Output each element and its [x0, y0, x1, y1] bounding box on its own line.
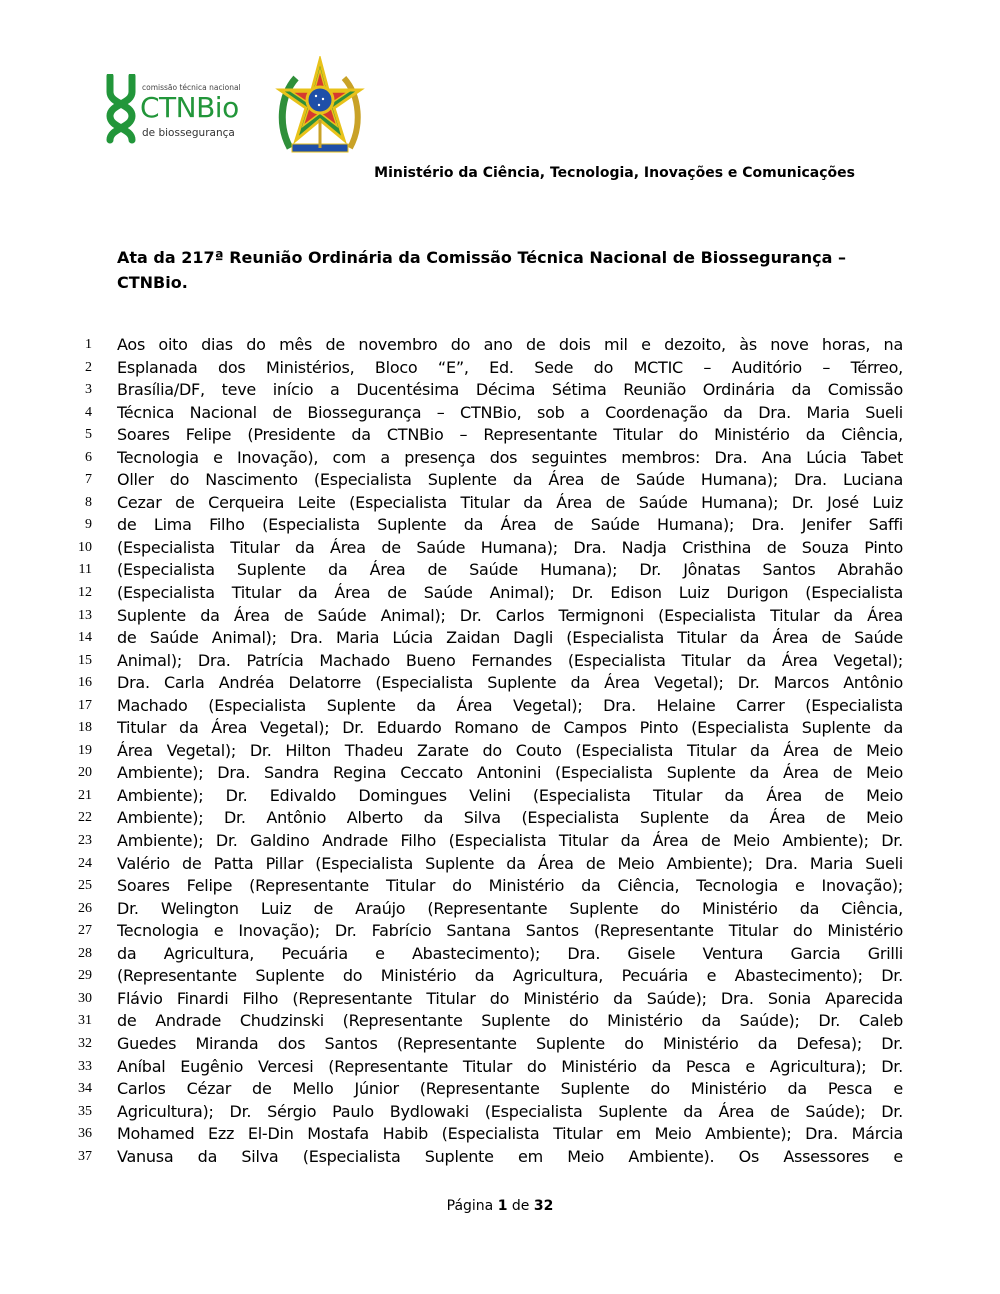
page-footer: [0, 1198, 1000, 1214]
line-text: Suplente da Área de Saúde Animal); Dr. Carlos Termignoni (Especialista Titular da Área: [117, 605, 903, 625]
line-text: da Agricultura, Pecuária e Abastecimento); Dra. Gisele Ventura Garcia Grilli: [117, 943, 903, 963]
line-text: Brasília/DF, teve início a Ducentésima Décima Sétima Reunião Ordinária da Comissão: [117, 380, 903, 400]
line-text: Flávio Finardi Filho (Representante Titular do Ministério da Saúde); Dra. Sonia Aparecida: [117, 988, 903, 1008]
text-line: [0, 672, 1000, 695]
page-current: 1: [497, 1198, 508, 1214]
text-line: [0, 943, 1000, 966]
line-number: 3: [85, 382, 92, 398]
line-text: Tecnologia e Inovação), com a presença dos seguintes membros: Dra. Ana Lúcia Tabet: [117, 447, 903, 467]
line-number: 30: [78, 990, 92, 1006]
text-line: [0, 853, 1000, 876]
text-line: [0, 1010, 1000, 1033]
line-number: 4: [85, 404, 92, 420]
line-number: 10: [78, 539, 92, 555]
line-text: Agricultura); Dr. Sérgio Paulo Bydlowaki (Especialista Suplente da Área de Saúde); Dr.: [117, 1101, 903, 1121]
line-text: Ambiente); Dra. Sandra Regina Ceccato Antonini (Especialista Suplente da Área de Meio: [117, 763, 903, 783]
ctnbio-logo: [104, 74, 264, 146]
text-line: [0, 1101, 1000, 1124]
line-text: (Especialista Titular da Área de Saúde Animal); Dr. Edison Luiz Durigon (Especialista: [117, 583, 903, 603]
text-line: [0, 357, 1000, 380]
text-line: [0, 514, 1000, 537]
logo-small-text: comissão técnica nacional: [142, 83, 241, 92]
line-text: Valério de Patta Pillar (Especialista Suplente da Área de Meio Ambiente); Dra. Maria Sueli: [117, 853, 903, 873]
brazil-coat-of-arms-icon: [270, 56, 370, 160]
line-text: Soares Felipe (Representante Titular do Ministério da Ciência, Tecnologia e Inovação);: [117, 876, 903, 896]
line-text: (Especialista Titular da Área de Saúde Humana); Dra. Nadja Cristhina de Souza Pinto: [117, 537, 903, 557]
line-number: 22: [78, 810, 92, 826]
line-text: Tecnologia e Inovação); Dr. Fabrício Santana Santos (Representante Titular do Ministério: [117, 921, 903, 941]
line-number: 14: [78, 630, 92, 646]
line-number: 8: [85, 494, 92, 510]
document-body: [0, 334, 1000, 1168]
document-title: Ata da 217ª Reunião Ordinária da Comissão Técnica Nacional de Biossegurança – CTNBio.: [117, 248, 846, 292]
line-text: de Saúde Animal); Dra. Maria Lúcia Zaidan Dagli (Especialista Titular da Área de Saúde: [117, 628, 903, 648]
line-number: 35: [78, 1103, 92, 1119]
text-line: [0, 830, 1000, 853]
text-line: [0, 920, 1000, 943]
line-text: Oller do Nascimento (Especialista Suplente da Área de Saúde Humana); Dra. Luciana: [117, 470, 903, 490]
text-line: [0, 559, 1000, 582]
line-number: 32: [78, 1035, 92, 1051]
dna-helix-icon: [104, 74, 138, 146]
text-line: [0, 379, 1000, 402]
line-number: 33: [78, 1058, 92, 1074]
line-number: 36: [78, 1126, 92, 1142]
text-line: [0, 469, 1000, 492]
line-number: 29: [78, 968, 92, 984]
text-line: [0, 424, 1000, 447]
logo-subtitle: de biossegurança: [142, 127, 235, 139]
page-of: de: [511, 1198, 530, 1214]
text-line: [0, 1033, 1000, 1056]
line-number: 34: [78, 1081, 92, 1097]
text-line: [0, 988, 1000, 1011]
text-line: [0, 447, 1000, 470]
line-number: 12: [78, 585, 92, 601]
line-number: 11: [78, 562, 92, 578]
line-text: (Especialista Suplente da Área de Saúde Humana); Dr. Jônatas Santos Abrahão: [117, 560, 903, 580]
line-number: 21: [78, 787, 92, 803]
line-text: Dr. Welington Luiz de Araújo (Representante Suplente do Ministério da Ciência,: [117, 898, 903, 918]
line-number: 16: [78, 675, 92, 691]
line-number: 7: [85, 472, 92, 488]
line-number: 6: [85, 449, 92, 465]
line-text: Carlos Cézar de Mello Júnior (Representante Suplente do Ministério da Pesca e: [117, 1079, 903, 1099]
text-line: [0, 1146, 1000, 1169]
line-text: Ambiente); Dr. Antônio Alberto da Silva (Especialista Suplente da Área de Meio: [117, 808, 903, 828]
line-number: 18: [78, 720, 92, 736]
line-number: 27: [78, 923, 92, 939]
line-text: Técnica Nacional de Biossegurança – CTNBio, sob a Coordenação da Dra. Maria Sueli: [117, 402, 903, 422]
line-text: Mohamed Ezz El-Din Mostafa Habib (Especialista Titular em Meio Ambiente); Dra. Márcia: [117, 1124, 903, 1144]
text-line: [0, 807, 1000, 830]
line-text: de Andrade Chudzinski (Representante Suplente do Ministério da Saúde); Dr. Caleb: [117, 1011, 903, 1031]
line-number: 31: [78, 1013, 92, 1029]
line-text: Dra. Carla Andréa Delatorre (Especialista Suplente da Área Vegetal); Dr. Marcos Antônio: [117, 673, 903, 693]
line-text: (Representante Suplente do Ministério da Agricultura, Pecuária e Abastecimento); Dr.: [117, 966, 903, 986]
text-line: [0, 402, 1000, 425]
text-line: [0, 740, 1000, 763]
text-line: [0, 492, 1000, 515]
text-line: [0, 582, 1000, 605]
text-line: [0, 762, 1000, 785]
line-text: Área Vegetal); Dr. Hilton Thadeu Zarate do Couto (Especialista Titular da Área de Meio: [117, 740, 903, 760]
text-line: [0, 695, 1000, 718]
text-line: [0, 717, 1000, 740]
text-line: [0, 1078, 1000, 1101]
text-line: [0, 898, 1000, 921]
line-text: Machado (Especialista Suplente da Área Vegetal); Dra. Helaine Carrer (Especialista: [117, 695, 903, 715]
text-line: [0, 605, 1000, 628]
line-number: 5: [85, 427, 92, 443]
line-text: Soares Felipe (Presidente da CTNBio – Representante Titular do Ministério da Ciência,: [117, 425, 903, 445]
line-text: Esplanada dos Ministérios, Bloco “E”, Ed. Sede do MCTIC – Auditório – Térreo,: [117, 357, 903, 377]
text-line: [0, 537, 1000, 560]
text-line: [0, 627, 1000, 650]
text-line: [0, 1123, 1000, 1146]
ministry-heading: Ministério da Ciência, Tecnologia, Inovações e Comunicações: [374, 165, 855, 181]
line-text: Animal); Dra. Patrícia Machado Bueno Fernandes (Especialista Titular da Área Vegetal);: [117, 650, 903, 670]
text-line: [0, 650, 1000, 673]
line-number: 9: [85, 517, 92, 533]
line-number: 2: [85, 359, 92, 375]
text-line: [0, 1056, 1000, 1079]
line-number: 23: [78, 833, 92, 849]
line-text: de Lima Filho (Especialista Suplente da Área de Saúde Humana); Dra. Jenifer Saffi: [117, 515, 903, 535]
page-total: 32: [533, 1198, 554, 1214]
line-number: 24: [78, 855, 92, 871]
line-text: Aos oito dias do mês de novembro do ano de dois mil e dezoito, às nove horas, na: [117, 335, 903, 354]
text-line: [0, 334, 1000, 357]
line-text: Guedes Miranda dos Santos (Representante Suplente do Ministério da Defesa); Dr.: [117, 1033, 903, 1053]
line-number: 13: [78, 607, 92, 623]
text-line: [0, 785, 1000, 808]
line-number: 37: [78, 1148, 92, 1164]
line-number: 20: [78, 765, 92, 781]
line-text: Ambiente); Dr. Galdino Andrade Filho (Especialista Titular da Área de Meio Ambiente); Dr.: [117, 831, 903, 851]
line-number: 15: [78, 652, 92, 668]
line-number: 19: [78, 742, 92, 758]
line-text: Cezar de Cerqueira Leite (Especialista Titular da Área de Saúde Humana); Dr. José Luiz: [117, 492, 903, 512]
text-line: [0, 965, 1000, 988]
text-line: [0, 875, 1000, 898]
line-text: Vanusa da Silva (Especialista Suplente em Meio Ambiente). Os Assessores e: [117, 1146, 903, 1166]
line-number: 25: [78, 878, 92, 894]
line-text: Aníbal Eugênio Vercesi (Representante Titular do Ministério da Pesca e Agricultura); Dr.: [117, 1056, 903, 1076]
line-number: 17: [78, 697, 92, 713]
logo-title: CTNBio: [140, 91, 239, 124]
line-text: Ambiente); Dr. Edivaldo Domingues Velini (Especialista Titular da Área de Meio: [117, 785, 903, 805]
page-label: Página: [446, 1198, 494, 1214]
line-number: 1: [85, 337, 92, 352]
line-number: 26: [78, 900, 92, 916]
line-text: Titular da Área Vegetal); Dr. Eduardo Romano de Campos Pinto (Especialista Suplente da: [117, 718, 903, 738]
line-number: 28: [78, 945, 92, 961]
